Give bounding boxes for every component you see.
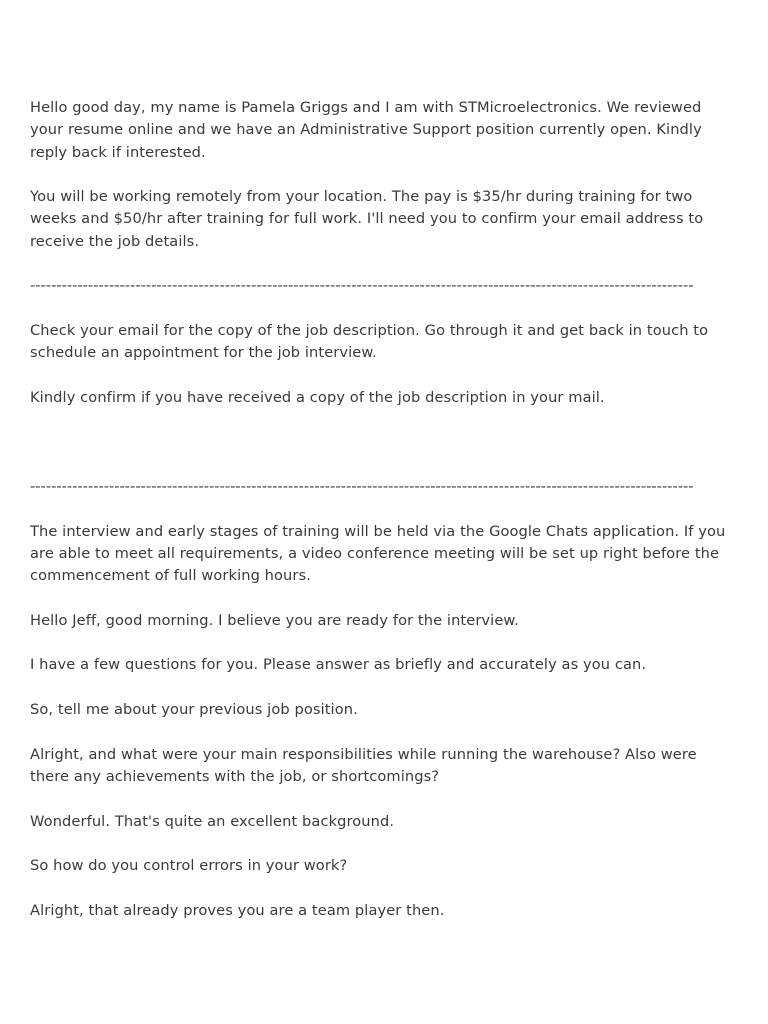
questions-intro-paragraph: I have a few questions for you. Please answer as briefly and accurately as you can. xyxy=(30,656,647,674)
response-team-player: Alright, that already proves you are a team player then. xyxy=(30,901,445,919)
question-responsibilities: Alright, and what were your main responsibilities while running the warehouse? Also were there any achievements with the job, or shortcomings? xyxy=(30,745,697,785)
blank-space xyxy=(30,431,738,476)
interview-info-paragraph: The interview and early stages of training will be held via the Google Chats application. If you are able to meet all requirements, a video conference meeting will be set up right before the commencement of full working hours. xyxy=(30,522,726,585)
question-errors: So how do you control errors in your work? xyxy=(30,857,348,875)
response-background: Wonderful. That's quite an excellent background. xyxy=(30,812,395,830)
intro-paragraph: Hello good day, my name is Pamela Griggs and I am with STMicroelectronics. We reviewed your resume online and we have an Administrative Support position currently open. Kindly reply back if interested. xyxy=(30,99,702,161)
message-document xyxy=(30,97,738,944)
pay-details-paragraph: You will be working remotely from your location. The pay is $35/hr during training for two weeks and $50/hr after training for full work. I'll need you to confirm your email address to receive the job details. xyxy=(30,188,704,250)
confirm-receipt-paragraph: Kindly confirm if you have received a copy of the job description in your mail. xyxy=(30,388,605,406)
dash-separator: ------------------------------------------------------------------------------------------------------------------------------ xyxy=(30,478,694,496)
question-previous-job: So, tell me about your previous job position. xyxy=(30,701,358,719)
check-email-paragraph: Check your email for the copy of the job description. Go through it and get back in touch to schedule an appointment for the job interview. xyxy=(30,321,709,362)
greeting-paragraph: Hello Jeff, good morning. I believe you are ready for the interview. xyxy=(30,611,519,629)
dash-separator: ------------------------------------------------------------------------------------------------------------------------------ xyxy=(30,277,694,295)
